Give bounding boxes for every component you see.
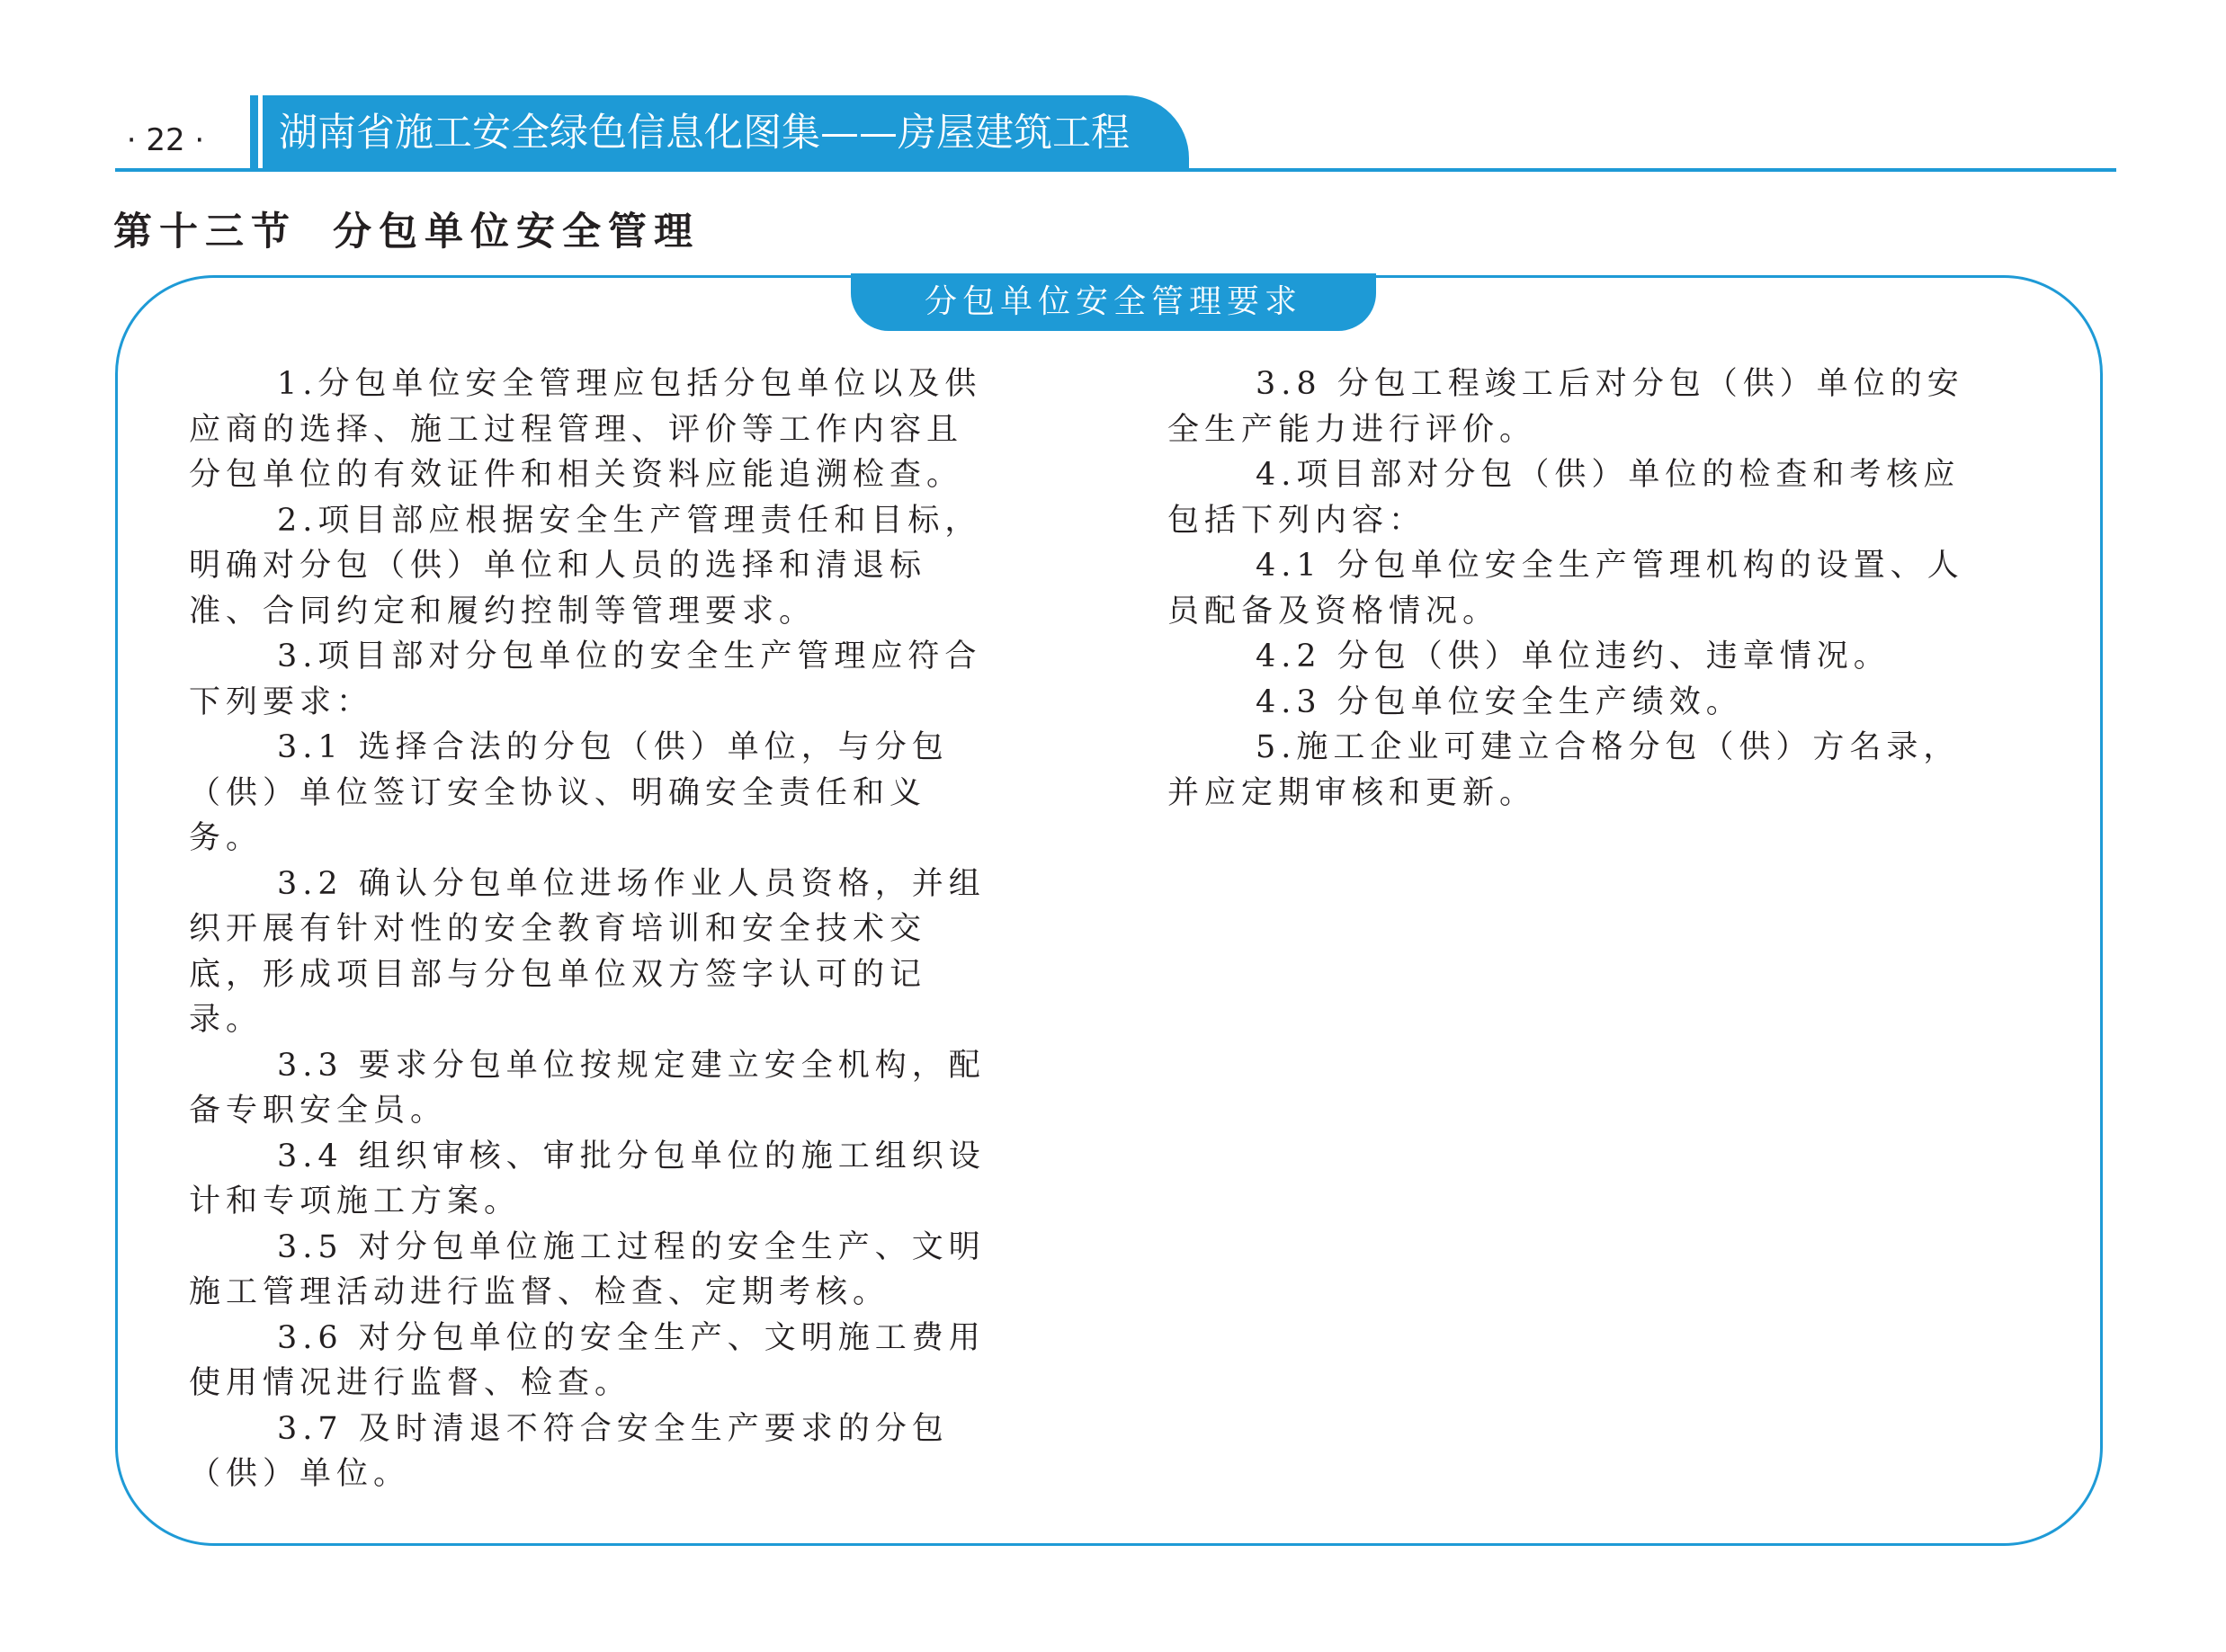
text-line: 计和专项施工方案。	[189, 1183, 522, 1219]
left-column	[189, 362, 1079, 1497]
text-line: 5.施工企业可建立合格分包（供）方名录，	[1256, 729, 1961, 765]
text-line: 2.项目部应根据安全生产管理责任和目标，	[277, 502, 982, 539]
text-line: 3.2 确认分包单位进场作业人员资格，并组	[277, 865, 986, 902]
text-line: 员配备及资格情况。	[1167, 593, 1500, 630]
text-line: 并应定期审核和更新。	[1167, 774, 1537, 811]
text-line: 3.3 要求分包单位按规定建立安全机构，配	[277, 1047, 986, 1084]
text-line: 3.6 对分包单位的安全生产、文明施工费用	[277, 1319, 986, 1356]
section-title: 分包单位安全管理	[333, 210, 700, 254]
text-line: 准、合同约定和履约控制等管理要求。	[189, 593, 817, 630]
text-line: 4.项目部对分包（供）单位的检查和考核应	[1256, 457, 1961, 493]
text-line: 1.分包单位安全管理应包括分包单位以及供	[277, 366, 982, 402]
text-line: （供）单位。	[189, 1456, 411, 1492]
text-line: 4.2 分包（供）单位违约、违章情况。	[1256, 638, 1891, 674]
section-number: 第十三节	[113, 210, 297, 254]
text-line: 分包单位的有效证件和相关资料应能追溯检查。	[189, 457, 964, 493]
text-line: 应商的选择、施工过程管理、评价等工作内容且	[189, 411, 964, 448]
text-line: 织开展有针对性的安全教育培训和安全技术交	[189, 911, 927, 947]
text-line: 3.4 组织审核、审批分包单位的施工组织设	[277, 1138, 986, 1174]
text-line: 明确对分包（供）单位和人员的选择和清退标	[189, 548, 927, 584]
text-line: 底，形成项目部与分包单位双方签字认可的记	[189, 956, 927, 993]
text-line: 下列要求：	[189, 683, 374, 720]
header-title: 湖南省施工安全绿色信息化图集——房屋建筑工程	[279, 111, 1130, 156]
text-line: （供）单位签订安全协议、明确安全责任和义	[189, 774, 927, 811]
header-rule	[115, 168, 2116, 172]
page-number: · 22 ·	[126, 122, 205, 158]
text-line: 4.1 分包单位安全生产管理机构的设置、人	[1256, 548, 1964, 584]
text-line: 包括下列内容：	[1167, 502, 1426, 539]
text-line: 3.7 及时清退不符合安全生产要求的分包	[277, 1410, 949, 1447]
text-line: 3.1 选择合法的分包（供）单位，与分包	[277, 729, 949, 765]
text-line: 3.5 对分包单位施工过程的安全生产、文明	[277, 1228, 986, 1265]
text-line: 3.8 分包工程竣工后对分包（供）单位的安	[1256, 366, 1964, 402]
text-line: 使用情况进行监督、检查。	[189, 1365, 632, 1401]
text-line: 4.3 分包单位安全生产绩效。	[1256, 683, 1743, 720]
right-column	[1167, 362, 2058, 816]
section-heading	[113, 200, 700, 264]
text-line: 全生产能力进行评价。	[1167, 411, 1537, 448]
text-line: 备专职安全员。	[189, 1093, 448, 1129]
text-line: 录。	[189, 1002, 264, 1038]
text-line: 3.项目部对分包单位的安全生产管理应符合	[277, 638, 982, 674]
text-line: 务。	[189, 820, 264, 856]
panel-title: 分包单位安全管理要求	[924, 283, 1302, 320]
header-bar-left	[250, 95, 258, 169]
text-line: 施工管理活动进行监督、检查、定期考核。	[189, 1274, 890, 1310]
